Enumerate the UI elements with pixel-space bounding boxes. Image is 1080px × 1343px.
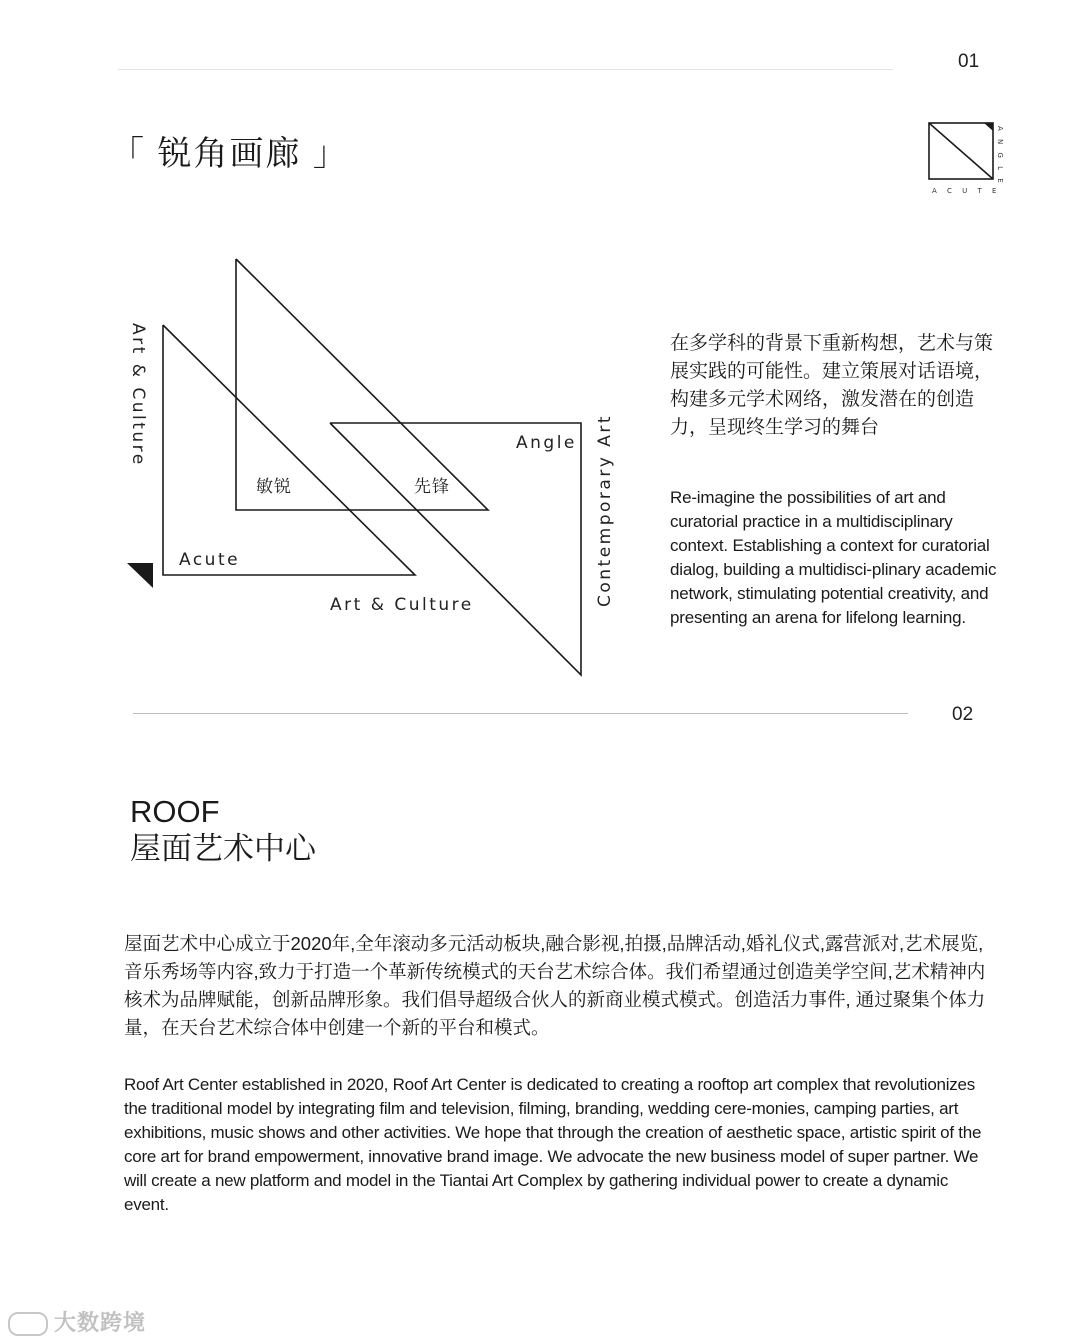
roof-english-paragraph: Roof Art Center established in 2020, Roof Art Center is dedicated to creating a rooftop art complex that revolutionizes the traditional model by integrating film and television, filming, branding, wedding cere-monies, camping parties, art exhibitions, music shows and other activities. We hope that through the creation of aesthetic space, artistic spirit of the core art for brand empowerment, innovative brand image. We advocate the new business model of super partner. We will create a new platform and model in the Tiantai Art Complex by gathering individual power to create a dynamic event. <box>124 1075 982 1214</box>
section-title: 「 锐角画廊 」 <box>110 135 349 173</box>
label-minrui: 敏锐 <box>256 477 292 497</box>
watermark-text: 大数跨境 <box>54 1310 147 1335</box>
concept-diagram <box>110 245 630 685</box>
page-number-02: 02 <box>952 704 974 725</box>
middle-divider <box>133 713 908 714</box>
large-triangle <box>236 259 488 510</box>
page-number-01: 01 <box>958 51 980 72</box>
intro-english-paragraph: Re-imagine the possibilities of art and curatorial practice in a multidisciplinary context. Establishing a context for curatorial dialog, building a multidisci-plinary academic network, stimulating potential creativity, and presenting an arena for lifelong learning. <box>670 488 997 627</box>
acute-angle-logo-icon <box>928 122 1004 198</box>
watermark <box>8 1306 146 1337</box>
vertical-label-contemporary-art: Contemporary Art <box>595 413 615 607</box>
label-angle: Angle <box>516 433 577 453</box>
left-triangle <box>163 325 415 575</box>
logo-bottom-text: A C U T E <box>932 187 1001 195</box>
watermark-logo-icon <box>8 1312 48 1336</box>
roof-subtitle: 屋面艺术中心 <box>130 831 316 866</box>
label-art-culture: Art & Culture <box>330 595 474 615</box>
intro-chinese-paragraph: 在多学科的背景下重新构想，艺术与策展实践的可能性。建立策展对话语境，构建多元学术网络，激发潜在的创造力，呈现终生学习的舞台 <box>670 333 994 438</box>
label-acute: Acute <box>179 550 241 570</box>
vertical-label-art-culture: Art & Culture <box>128 323 148 467</box>
roof-title: ROOF <box>130 794 220 829</box>
roof-chinese-paragraph: 屋面艺术中心成立于2020年,全年滚动多元活动板块,融合影视,拍摄,品牌活动,婚礼仪式,露营派对,艺术展览,音乐秀场等内容,致力于打造一个革新传统模式的天台艺术综合体。我们希望通过创造美学空间,艺术精神内核术为品牌赋能，创新品牌形象。我们倡导超级合伙人的新商业模式模式。创造活力事件, 通过聚集个体力量，在天台艺术综合体中创建一个新的平台和模式。 <box>124 933 986 1038</box>
label-xianfeng: 先锋 <box>414 477 450 497</box>
logo-side-text: A N G L E <box>996 126 1004 186</box>
top-divider <box>118 69 893 70</box>
acute-corner-icon <box>127 563 153 588</box>
right-triangle <box>330 423 581 675</box>
